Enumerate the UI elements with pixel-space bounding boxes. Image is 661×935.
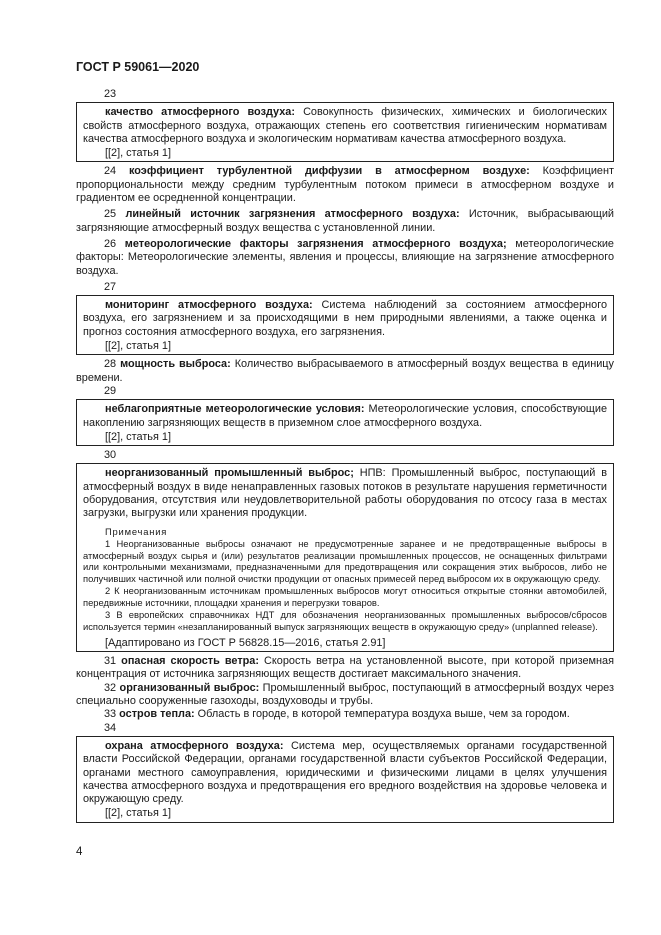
term-entry	[76, 682, 614, 709]
term-text: Метеорологические условия, способствующие накоплению загрязняющих веществ в приземном слое атмосферного воздуха.	[83, 403, 607, 429]
term-source: [[2], статья 1]	[105, 147, 171, 160]
term-title: качество атмосферного воздуха:	[105, 106, 295, 119]
term-title: опасная скорость ветра:	[121, 655, 259, 668]
page-number: 4	[76, 846, 83, 858]
term-text: Промышленный выброс, поступающий в атмосферный воздух через специально сооруженные газоходы, воздуховоды и трубы.	[76, 681, 614, 708]
term-title: метеорологические факторы загрязнения атмосферного воздуха;	[124, 237, 507, 250]
term-text: метеорологические факторы: Метеорологические элементы, явления и процессы, влияющие на загрязнение атмосферного воздуха.	[76, 237, 614, 277]
term-text: Коэффициент пропорциональности между средним турбулентным потоком примеси в атмосферном воздухе и градиентом ее осредненной концентрации.	[76, 165, 614, 205]
term-entry	[76, 708, 614, 721]
term-text: Источник, выбрасывающий загрязняющие атмосферный воздух вещества с установленной линии.	[76, 208, 614, 234]
entry-number: 26	[104, 237, 117, 250]
note-item: 2 К неорганизованным источникам промышленных выбросов могут относиться открытые стоянки автомобилей, передвижные источники, площадки хранения и перегрузки товаров.	[83, 585, 607, 609]
entry-number: 30	[104, 449, 117, 462]
term-box	[76, 399, 614, 446]
entry-number: 23	[104, 88, 117, 100]
term-text: Количество выбрасываемого в атмосферный воздух вещества в единицу времени.	[76, 358, 614, 384]
terms-list	[76, 88, 614, 826]
document-header: ГОСТ Р 59061—2020	[76, 60, 200, 74]
term-source: [Адаптировано из ГОСТ Р 56828.15—2016, статья 2.91]	[105, 636, 386, 649]
term-title: коэффициент турбулентной диффузии в атмосферном воздухе:	[128, 165, 530, 178]
note-item: 1 Неорганизованные выбросы означают не предусмотренные заранее и не предотвращенные выбросы в атмосферный воздух сырья и (или) результатов реализации промышленных процессов, не оснащенных фильтрами или контрольными механизмами, предназначенными для предотвращения или сокращения этих выбросов, либо не получивших частичной или полной очистки продукции от опасных примесей перед выбросом их в окружающую среду.	[83, 537, 607, 585]
term-box	[76, 463, 614, 652]
term-definition	[83, 299, 607, 339]
entry-number: 33	[104, 708, 117, 721]
term-source: [[2], статья 1]	[105, 430, 171, 443]
entry-number: 34	[104, 721, 117, 734]
entry-number: 24	[104, 165, 117, 178]
term-entry	[76, 358, 614, 385]
term-entry	[76, 238, 614, 278]
term-title: линейный источник загрязнения атмосферного воздуха:	[125, 208, 460, 221]
term-source: [[2], статья 1]	[105, 807, 171, 820]
term-entry	[76, 655, 614, 682]
term-title: охрана атмосферного воздуха:	[105, 739, 284, 752]
term-text: НПВ: Промышленный выброс, поступающий в атмосферный воздух в виде ненаправленных газовых потоков в результате нарушения герметичности оборудования, отсутствия или неудовлетворительной работы оборудования по отсосу газа в местах загрузки, выгрузки или хранения продукции.	[83, 467, 607, 520]
term-box	[76, 102, 614, 162]
term-title: остров тепла:	[119, 708, 195, 721]
entry-number: 28	[104, 358, 117, 371]
term-text: Система мер, осуществляемых органами государственной власти Российской Федерации, органами государственной власти субъектов Российской Федерации, органами местного самоуправления, юридическими и физическими лицами в целях улучшения качества атмосферного воздуха и предотвращения его вредного воздействия на здоровье человека и окружающую среду.	[83, 739, 607, 806]
entry-number: 25	[104, 208, 117, 221]
term-definition	[83, 740, 607, 806]
note-item: 3 В европейских справочниках НДТ для обозначения неорганизованных промышленных выбросов/сбросов используется термин «незапланированный выпуск загрязняющих веществ в окружающую среду» (unplanned release).	[83, 609, 607, 632]
term-title: неорганизованный промышленный выброс;	[105, 467, 354, 480]
entry-number: 31	[104, 655, 117, 668]
term-box	[76, 295, 614, 355]
term-text: Система наблюдений за состоянием атмосферного воздуха, его загрязнением и за происходящими в нем природными явлениями, а также оценка и прогноз состояния атмосферного воздуха, его загрязнения.	[83, 299, 607, 338]
term-title: мощность выброса:	[120, 358, 231, 371]
term-text: Область в городе, в которой температура воздуха выше, чем за городом.	[194, 708, 570, 721]
entry-number: 29	[104, 384, 117, 397]
term-definition	[83, 467, 607, 520]
term-text: Скорость ветра на установленной высоте, при которой приземная концентрация от источника загрязняющих веществ достигает максимального значения.	[76, 655, 614, 681]
term-title: неблагоприятные метеорологические условия:	[105, 403, 365, 416]
term-source: [[2], статья 1]	[105, 340, 171, 353]
term-title: организованный выброс:	[119, 681, 260, 694]
term-title: мониторинг атмосферного воздуха:	[105, 299, 313, 312]
term-entry	[76, 165, 614, 205]
term-definition	[83, 106, 607, 146]
entry-number: 32	[104, 681, 117, 694]
entry-number: 27	[104, 280, 117, 293]
term-definition	[83, 403, 607, 430]
term-box	[76, 736, 614, 823]
term-text: Совокупность физических, химических и биологических свойств атмосферного воздуха, отражающих степень его соответствия гигиеническим нормативам качества атмосферного воздуха и экологическим нормативам качества атмосферного воздуха.	[83, 106, 607, 145]
notes-title: Примечания	[105, 525, 168, 537]
term-entry	[76, 208, 614, 235]
